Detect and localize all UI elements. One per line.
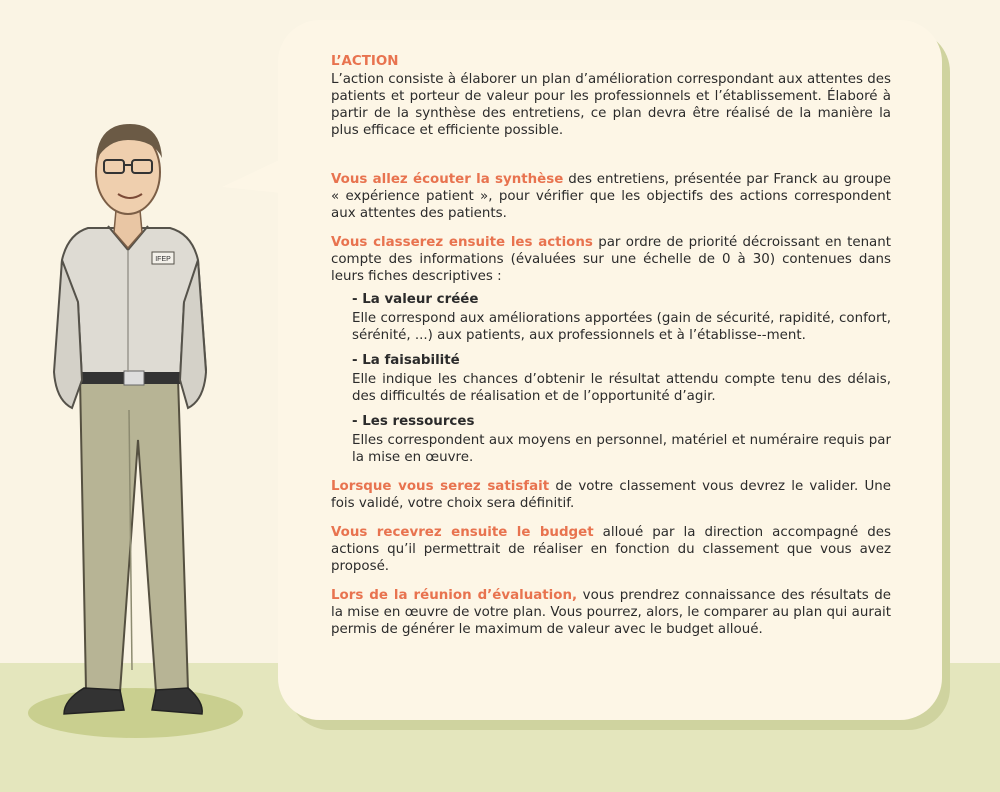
criterion-feasibility-text: Elle indique les chances d’obtenir le résultat attendu compte tenu des délais, des difficultés de réalisation et de l’opportunité d’agir.	[352, 372, 891, 404]
step-evaluation-highlight: Lors de la réunion d’évaluation,	[331, 588, 578, 603]
step-validate	[331, 478, 891, 512]
criterion-resources	[352, 413, 891, 466]
step-budget-highlight: Vous recevrez ensuite le budget	[331, 525, 594, 540]
step-listen	[331, 171, 891, 222]
criterion-feasibility-title: - La faisabilité	[352, 353, 460, 368]
step-rank-highlight: Vous classerez ensuite les actions	[331, 235, 593, 250]
step-budget	[331, 524, 891, 575]
step-evaluation-text: vous prendrez connaissance des résultats de la mise en œuvre de votre plan. Vous pourrez, alors, le comparer au plan qui aurait permis de générer le maximum de valeur avec le budget alloué.	[331, 588, 891, 637]
criterion-feasibility	[352, 352, 891, 405]
step-listen-text: des entretiens, présentée par Franck au groupe « expérience patient », pour vérifier que les objectifs des actions correspondent aux attentes des patients.	[331, 172, 891, 221]
intro-paragraph: L’action consiste à élaborer un plan d’amélioration correspondant aux attentes des patients et porteur de valeur pour les professionnels et l’établissement. Élaboré à partir de la synthèse des entretiens, ce plan devra être réalisé de la manière la plus efficace et efficiente possible.	[331, 72, 891, 138]
step-listen-highlight: Vous allez écouter la synthèse	[331, 172, 564, 187]
step-validate-text: de votre classement vous devrez le valider. Une fois validé, votre choix sera définitif.	[331, 479, 891, 511]
section-heading: L’ACTION	[331, 54, 399, 69]
step-validate-highlight: Lorsque vous serez satisfait	[331, 479, 550, 494]
step-rank-text: par ordre de priorité décroissant en tenant compte des informations (évaluées sur une échelle de 0 à 30) contenues dans leurs fiches descriptives :	[331, 235, 891, 284]
step-evaluation	[331, 587, 891, 638]
step-budget-text: alloué par la direction accompagné des actions qu’il permettrait de réaliser en fonction du classement que vous avez proposé.	[331, 525, 891, 574]
criterion-resources-title: - Les ressources	[352, 414, 475, 429]
criterion-value-title: - La valeur créée	[352, 292, 479, 307]
instructions-text	[331, 53, 891, 650]
criterion-resources-text: Elles correspondent aux moyens en personnel, matériel et numéraire requis par la mise en œuvre.	[352, 433, 891, 465]
step-rank	[331, 234, 891, 285]
character-illustration	[20, 110, 260, 730]
criterion-value-text: Elle correspond aux améliorations apportées (gain de sécurité, rapidité, confort, sérénité, ...) aux patients, aux professionnels et à l’établisse--ment.	[352, 311, 891, 343]
badge-label: IFEP	[155, 256, 171, 263]
criterion-value	[352, 291, 891, 344]
